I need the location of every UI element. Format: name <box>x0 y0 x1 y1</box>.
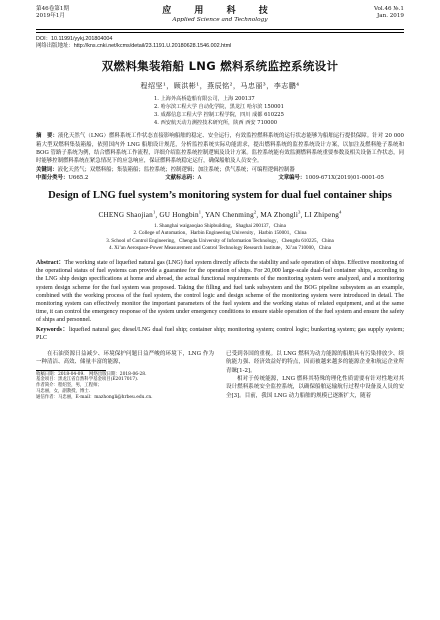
keywords-label-en: Keywords： <box>36 326 69 333</box>
footnote-author-bio: 作者简介：程绍坚，男，工程师； <box>36 383 102 389</box>
footnote-rule <box>36 370 106 371</box>
header-right <box>314 6 404 20</box>
running-header <box>36 6 404 28</box>
footnote-funding: 基金项目：黑龙江省自然科学基金项目(E2017017). <box>36 377 139 383</box>
keywords-text-en: liquefied natural gas; diesel/LNG dual fuel ship; container ship; monitoring system; control logic; bunkering system; gas supply system; PLC <box>36 326 404 341</box>
header-left <box>36 6 126 20</box>
header-rule-thin <box>36 32 404 33</box>
affiliation-en: 1. Shanghai waigaoqiao Shipbuilding，Shaghai 200137，China <box>154 223 286 230</box>
journal-name-en: Applied Science and Technology <box>172 17 268 23</box>
author-en: YAN Chenming$^2$ <box>204 209 257 220</box>
abstract-label-en: Abstract： <box>36 260 65 266</box>
body-paragraph: 相对于传统能源，LNG 燃料其特殊的理化性质需要有针对性地对其设计燃料系统安全监控系统，以确保船舶运输航行过程中设备及人员的安全[3]。目前，我国 LNG 动力船舶的规模已逐渐扩大，随着 <box>226 375 404 399</box>
header-rule <box>36 29 404 30</box>
author-en: LI Zhipeng$^4$ <box>304 209 342 220</box>
affiliation-en: 4. Xi’an Aerospace-Power Measurement and Control Technology Research Institute，Xi’an 710000，China <box>109 244 331 251</box>
body-columns <box>36 350 404 401</box>
abstract-text-en: The working state of liquefied natural gas (LNG) fuel system directly affects the stability and safe operation of ships. Effective monitoring of the operational status of fuel systems can provide a guarantee for the operation of ships. For 20,000 large-scale dual-fuel container ships, according to the LNG ship design specifications at home and abroad, the actual functional requirements of the monitoring system were analyzed, and a monitoring system design scheme for the fuel system was proposed. Taking the filling and fuel tank subsystem and the BOG pipeline subsystem as an example, combined with the working process of the fuel system, the control logic and design scheme of the monitoring system were introduced in detail. The monitoring system can effectively monitor the important parameters of the fuel system and the working status of related equipment, and at the same time, it can control the emergency response of the system under emergency conditions to ensure stable operation of the fuel system and ensure the safety of ships and personnel. <box>36 260 404 324</box>
affiliation-cn: 1. 上海外高桥造船有限公司，上海 200137 <box>154 95 255 102</box>
keywords-label-cn: 关键词： <box>36 167 58 173</box>
abstract-text-cn: 液化天然气（LNG）燃料系统工作状态直接影响船舶的稳定、安全运行，有效监控燃料系统的运行状态能够为船舶运行提供保障。针对 20 000 箱大型双燃料集装箱船，依照国内外 LNG 船舶设计规范，分析监控系统实际功能需求，提出燃料系统的监控系统设计方案，以加注及燃料舱子系统和 BOG 管路子系统为例，结合燃料系统工作流程，详细介绍监控系统控制逻辑及设计方案。监控系统能有效监测燃料系统重要参数及相关设备工作状态，同时能够控制燃料系统在紧急情况下的应急响应，保证燃料系统稳定运行，确保船舶及人员安全。 <box>36 133 404 165</box>
date-cn: 2019年1月 <box>36 13 65 19</box>
footnote-received: 收稿日期：2018-04-09. 网络出版日期：2018-06-28. <box>36 371 147 377</box>
keywords-text-cn: 液化天然气；双燃料船；集装箱船；监控系统；控制逻辑；加注系统；供气系统；可编程逻辑控制器 <box>57 167 295 173</box>
article-id: 文章编号：1009-671X(2019)01-0001-05 <box>278 175 384 182</box>
body-left-column <box>36 350 214 401</box>
abstract-label-cn: 摘 要： <box>36 133 58 140</box>
footnote-author-bio-2: 马忠丽，女，副教授，博士. <box>36 389 91 395</box>
body-paragraph: 已受到各国的重视。以 LNG 燃料为动力能源的船舶具有污染排放少、续航能力强、经济效益好的特点，因而被越来越多的能源企业和航运企业所青睐[1-2]。 <box>226 351 404 374</box>
keywords-cn <box>36 166 404 174</box>
body-paragraph: 在石油资源日益减少、环境保护问题日益严峻的环境下，LNG 作为一种清洁、高效、储量丰富的能源， <box>36 351 214 366</box>
authors-en: CHENG Shaojian$^1$, GU Hongbin$^1$, YAN Chenming$^2$, MA Zhongli$^3$, LI Zhipeng$^4$ <box>98 209 342 220</box>
affiliation-en: 3. School of Control Engineering，Chengdu University of Information Technology，Chengdu 610225，China <box>106 237 334 244</box>
volume-issue: 第46卷第1期 <box>36 6 70 12</box>
author-en: GU Hongbin$^1$ <box>159 209 202 220</box>
document-code: 文献标志码：A <box>165 175 202 182</box>
clc-number: 中图分类号：U665.2 <box>36 175 89 182</box>
footnote-corresponding: 通信作者：马忠丽，E-mail：mazhongli@hrbeu.edu.cn. <box>36 394 153 400</box>
affiliation-en: 2. College of Automation，Harbin Engineering University，Harbin 150001，China <box>133 230 307 237</box>
title-en: Design of LNG fuel system’s monitoring system for dual fuel container ships <box>48 190 392 202</box>
abstract-cn <box>36 132 404 165</box>
affiliations-cn <box>36 95 404 128</box>
affiliation-cn: 3. 成都信息工程大学 控制工程学院，四川 成都 610225 <box>154 111 284 118</box>
authors-cn: 程绍坚¹，顾洪彬¹，燕辰铭²，马忠丽³，李志鹏⁴ <box>140 81 300 90</box>
title-cn: 双燃料集装箱船 LNG 燃料系统监控系统设计 <box>101 58 339 73</box>
classification-line <box>36 174 404 182</box>
affiliations-en <box>36 223 404 252</box>
date-en: Jan. 2019 <box>377 13 404 19</box>
volume-issue-en: Vol.46 №.1 <box>374 6 404 12</box>
body-right-column <box>226 350 404 401</box>
doi-block <box>36 36 404 50</box>
journal-name-cn: 应 用 科 技 <box>162 6 278 16</box>
header-center <box>126 6 314 24</box>
abstract-en <box>36 259 404 325</box>
author-en: CHENG Shaojian$^1$ <box>98 209 156 220</box>
keywords-en <box>36 326 404 342</box>
author-en: MA Zhongli$^3$ <box>260 209 301 220</box>
footnotes <box>36 372 214 401</box>
affiliation-cn: 4. 西安航天动力测控技术研究所，陕西 西安 710000 <box>154 120 278 127</box>
online-url[interactable]: 网络出版地址：http://kns.cnki.net/kcms/detail/23.1191.U.20180628.1546.002.html <box>36 42 232 49</box>
doi-line[interactable]: DOI：10.11991/yykj.201804004 <box>36 35 113 42</box>
affiliation-cn: 2. 哈尔滨工程大学 自动化学院，黑龙江 哈尔滨 150001 <box>154 103 284 110</box>
